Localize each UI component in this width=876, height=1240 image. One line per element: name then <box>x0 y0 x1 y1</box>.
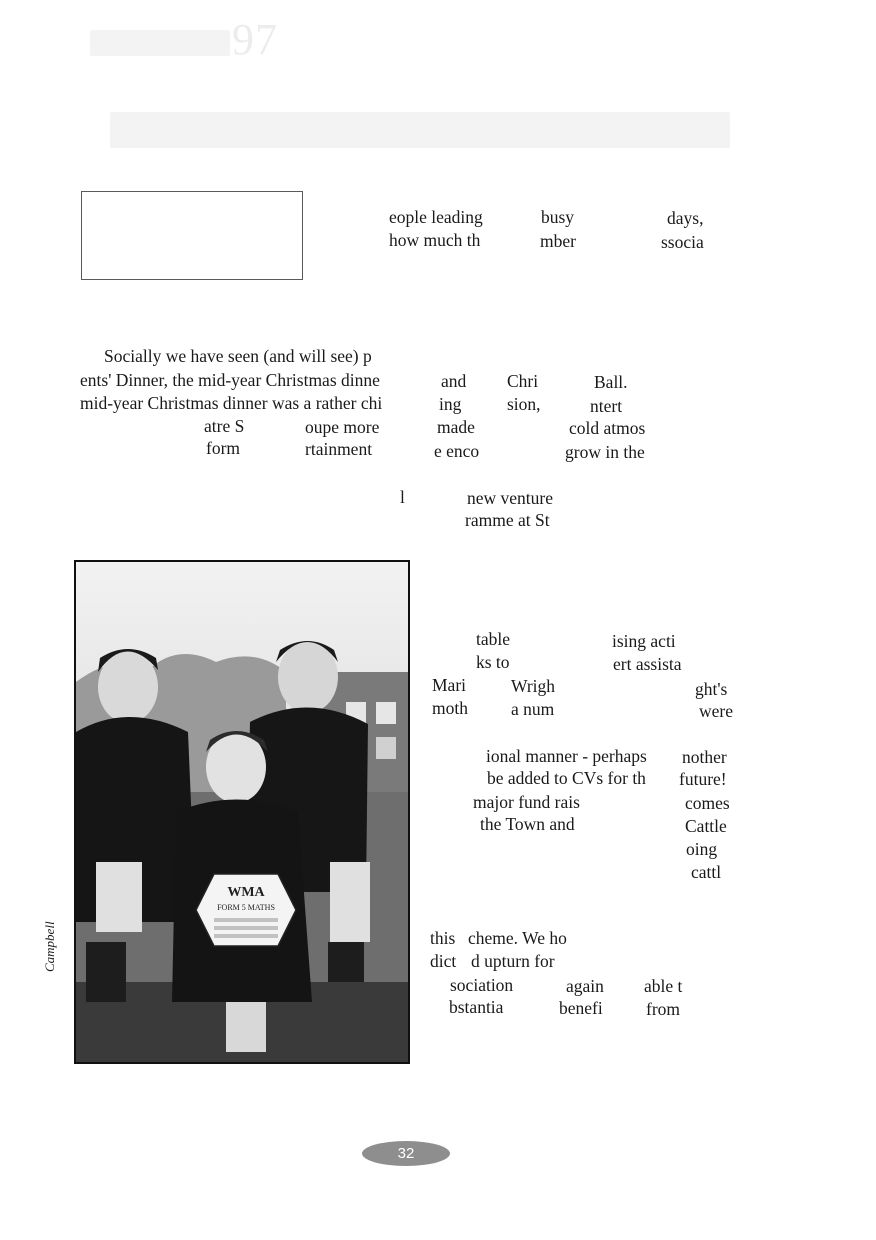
empty-frame-box <box>81 191 303 280</box>
plaque-subtitle: FORM 5 MATHS <box>217 903 275 912</box>
ghost-heading-number: 97 <box>232 15 278 64</box>
text-fragment: oupe more <box>305 417 380 437</box>
text-fragment: ert assista <box>613 654 682 674</box>
text-fragment: rtainment <box>305 439 373 459</box>
text-fragment: ing <box>439 394 462 414</box>
text-fragment: bstantia <box>449 997 504 1017</box>
text-fragment: sociation <box>450 975 514 995</box>
text-fragment: able t <box>644 976 683 996</box>
text-fragment: a num <box>511 699 555 719</box>
text-fragment: ising acti <box>612 631 676 651</box>
text-fragment: ional manner - perhaps <box>486 746 647 766</box>
text-fragment: future! <box>679 769 727 789</box>
text-fragment: cheme. We ho <box>468 928 567 948</box>
text-fragment: Cattle <box>685 816 727 836</box>
text-fragment: eople leading <box>389 207 483 227</box>
text-fragment: how much th <box>389 230 481 250</box>
text-fragment: table <box>476 629 511 649</box>
text-fragment: grow in the <box>565 442 645 462</box>
text-fragment: busy <box>541 207 575 227</box>
text-fragment: dict <box>430 951 457 971</box>
text-fragment: cold atmos <box>569 418 646 438</box>
text-fragment: made <box>437 417 475 437</box>
text-fragment: nother <box>682 747 727 767</box>
text-fragment: oing <box>686 839 718 859</box>
page-number: 32 <box>362 1141 450 1166</box>
text-fragment: Ball. <box>594 372 628 392</box>
students-photo-drawing <box>76 562 408 1062</box>
text-fragment: Mari <box>432 675 467 695</box>
text-fragment: new venture <box>467 488 554 508</box>
ghost-heading-bar <box>90 30 230 56</box>
text-fragment: moth <box>432 698 468 718</box>
text-fragment: Chri <box>507 371 539 391</box>
text-fragment: Socially we have seen (and will see) p <box>104 346 372 366</box>
text-fragment: ramme at St <box>465 510 550 530</box>
text-fragment: days, <box>667 208 704 228</box>
text-fragment: be added to CVs for th <box>487 768 646 788</box>
text-fragment: Wrigh <box>511 676 556 696</box>
text-fragment: e enco <box>434 441 480 461</box>
text-fragment: and <box>441 371 467 391</box>
students-photo <box>74 560 410 1064</box>
text-fragment: the Town and <box>480 814 575 834</box>
text-fragment: were <box>699 701 734 721</box>
text-fragment: form <box>206 438 241 458</box>
text-fragment: mid-year Christmas dinner was a rather chi <box>80 393 383 413</box>
plaque-title: WMA <box>227 885 265 900</box>
text-fragment: sion, <box>507 394 541 414</box>
text-fragment: ks to <box>476 652 510 672</box>
text-fragment: benefi <box>559 998 603 1018</box>
ghost-title-bar <box>110 112 730 148</box>
text-fragment: comes <box>685 793 730 813</box>
text-fragment: from <box>646 999 681 1019</box>
text-fragment: again <box>566 976 604 996</box>
text-fragment: major fund rais <box>473 792 580 812</box>
text-fragment: atre S <box>204 416 245 436</box>
text-fragment: ght's <box>695 679 728 699</box>
text-fragment: mber <box>540 231 576 251</box>
text-fragment: cattl <box>691 862 722 882</box>
text-fragment: l <box>400 487 405 507</box>
text-fragment: ntert <box>590 396 623 416</box>
photo-caption: Campbell <box>42 921 57 972</box>
text-fragment: ents' Dinner, the mid-year Christmas dinne <box>80 370 380 390</box>
text-fragment: ssocia <box>661 232 704 252</box>
text-fragment: this <box>430 928 456 948</box>
text-fragment: d upturn for <box>471 951 555 971</box>
